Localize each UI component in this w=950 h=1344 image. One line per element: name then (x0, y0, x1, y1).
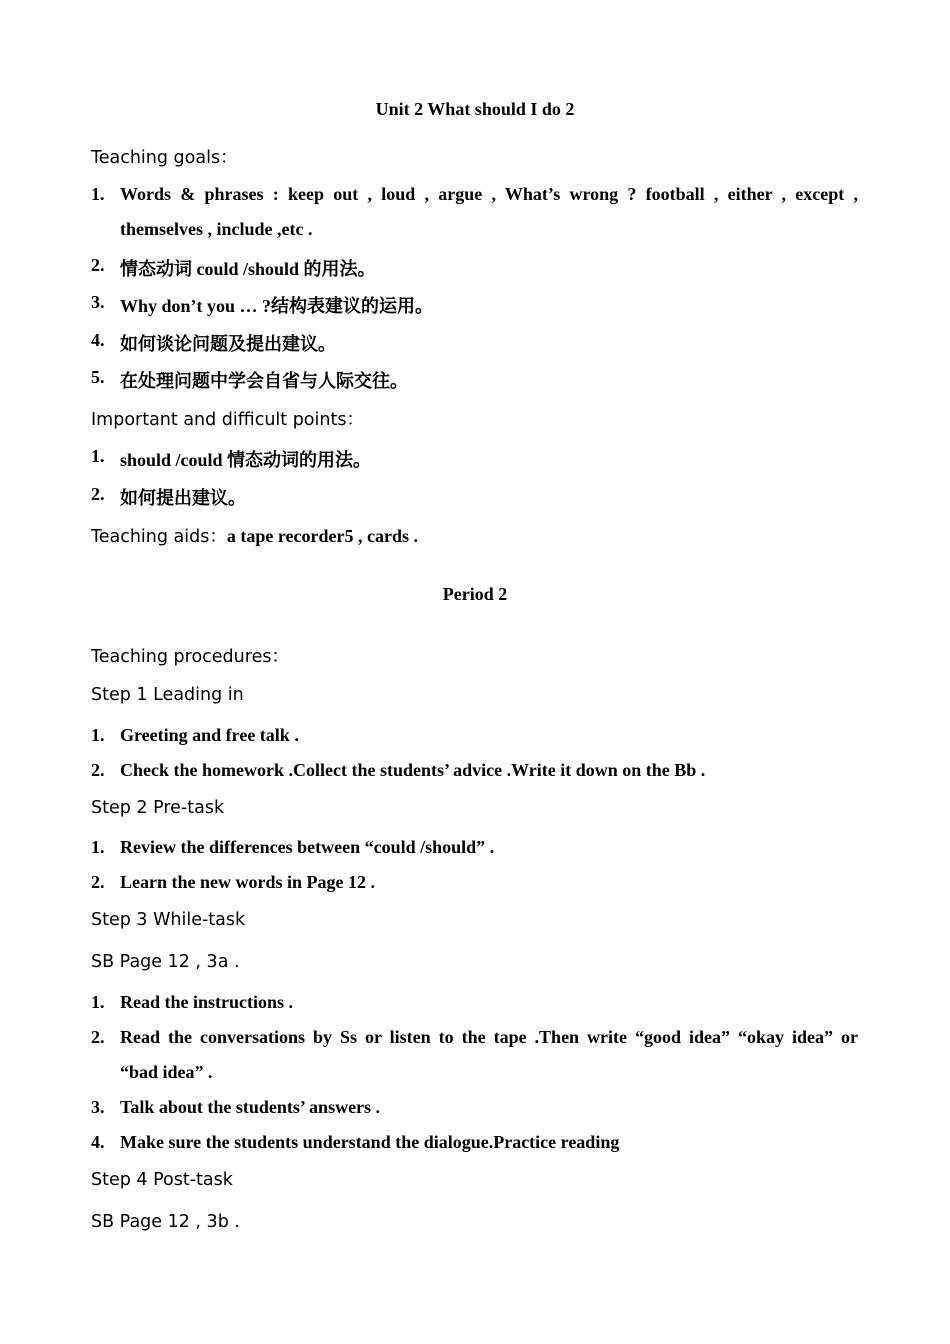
teaching-aids-value: a tape recorder5 , cards . (226, 526, 418, 546)
list-text: Greeting and free talk . (120, 725, 299, 745)
list-text: Check the homework .Collect the students’ advice .Write it down on the Bb . (120, 760, 706, 780)
list-text: Why don’t you … ?结构表建议的运用。 (120, 296, 434, 316)
important-points-heading: Important and difficult points： (91, 410, 364, 430)
step-4-heading: Step 4 Post-task (91, 1170, 233, 1190)
teaching-aids-label: Teaching aids： (91, 527, 227, 547)
list-text: Make sure the students understand the dialogue.Practice reading (120, 1132, 620, 1152)
period-title: Period 2 (442, 584, 508, 604)
list-number: 2. (91, 872, 105, 892)
list-text: Review the differences between “could /should” . (120, 837, 495, 857)
teaching-goals-heading: Teaching goals： (91, 148, 238, 168)
list-text: themselves , include ,etc . (120, 219, 313, 239)
teaching-procedures-heading: Teaching procedures： (91, 647, 289, 667)
list-number: 3. (91, 1097, 105, 1117)
list-number: 2. (91, 760, 105, 780)
list-text: 如何提出建议。 (120, 488, 246, 508)
list-text: “bad idea” . (120, 1062, 213, 1082)
step-2-heading: Step 2 Pre-task (91, 798, 225, 818)
step-3-heading: Step 3 While-task (91, 910, 246, 930)
list-text: 情态动词 could /should 的用法。 (120, 259, 376, 279)
list-number: 4. (91, 330, 105, 350)
list-number: 1. (91, 446, 105, 466)
list-text: Words & phrases : keep out , loud , argue , What’s wrong ? football , either , except , (120, 184, 858, 204)
step-4-subheading: SB Page 12 , 3b . (91, 1212, 240, 1232)
list-text: should /could 情态动词的用法。 (120, 450, 372, 470)
list-number: 1. (91, 837, 105, 857)
list-text: 在处理问题中学会自省与人际交往。 (120, 371, 408, 391)
teaching-aids-line (91, 523, 418, 548)
list-number: 5. (91, 367, 105, 387)
list-text: Read the conversations by Ss or listen to the tape .Then write “good idea” “okay idea” or (120, 1027, 858, 1047)
list-number: 2. (91, 1027, 105, 1047)
list-text: Learn the new words in Page 12 . (120, 872, 375, 892)
list-number: 4. (91, 1132, 105, 1152)
list-text: Read the instructions . (120, 992, 294, 1012)
list-number: 1. (91, 992, 105, 1012)
document-title: Unit 2 What should I do 2 (375, 99, 575, 119)
list-number: 2. (91, 484, 105, 504)
list-number: 2. (91, 255, 105, 275)
list-number: 1. (91, 725, 105, 745)
step-3-subheading: SB Page 12 , 3a . (91, 952, 240, 972)
step-1-heading: Step 1 Leading in (91, 685, 244, 705)
list-text: 如何谈论问题及提出建议。 (120, 334, 336, 354)
list-text: Talk about the students’ answers . (120, 1097, 381, 1117)
list-number: 1. (91, 184, 105, 204)
list-number: 3. (91, 292, 105, 312)
